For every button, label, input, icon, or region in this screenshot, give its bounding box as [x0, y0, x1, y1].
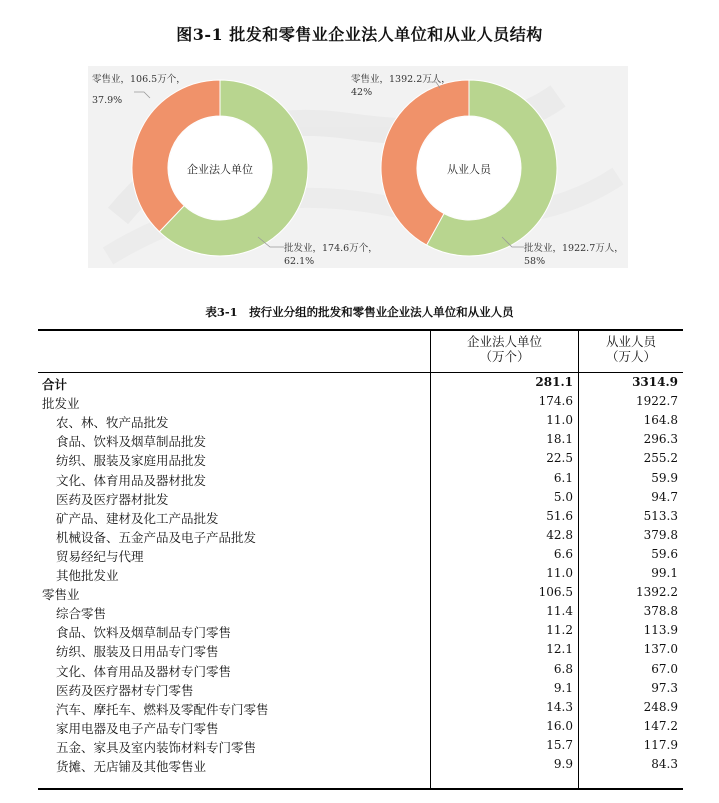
row-name: 医药及医疗器材专门零售 [56, 682, 194, 698]
row-enterprise-value: 9.9 [553, 757, 573, 771]
row-name: 合计 [42, 377, 68, 392]
row-employees-value: 97.3 [651, 680, 678, 695]
row-enterprise-value: 6.6 [553, 546, 573, 561]
table-row [40, 526, 680, 545]
figure-title: 图3-1 批发和零售业企业法人单位和从业人员结构 [176, 25, 543, 44]
row-name: 医药及医疗器材批发 [56, 491, 169, 507]
row-enterprise-value: 15.7 [546, 737, 573, 752]
header-employees-line2: （万人） [605, 349, 656, 364]
table-row [40, 507, 680, 526]
row-name: 文化、体育用品及器材专门零售 [56, 663, 232, 679]
row-name: 机械设备、五金产品及电子产品批发 [56, 529, 257, 545]
row-name: 零售业 [42, 587, 80, 603]
table-row [40, 545, 680, 564]
table-row [40, 583, 680, 602]
row-employees-value: 84.3 [651, 757, 678, 771]
row-name: 纺织、服装及家庭用品批发 [56, 453, 207, 469]
table-row [40, 449, 680, 468]
row-enterprise-value: 11.0 [546, 413, 573, 428]
header-enterprise-line1: 企业法人单位 [466, 334, 542, 349]
table-row [40, 621, 680, 640]
enterprise-wholesale-label-line2: 62.1% [284, 256, 315, 267]
table-row [40, 698, 680, 717]
row-employees-value: 164.8 [643, 413, 678, 428]
table-row [40, 736, 680, 755]
row-name: 汽车、摩托车、燃料及零配件专门零售 [56, 701, 269, 717]
row-employees-value: 67.0 [651, 661, 678, 676]
table-row [40, 660, 680, 679]
row-employees-value: 94.7 [651, 489, 678, 504]
row-employees-value: 248.9 [643, 699, 678, 714]
row-name: 纺织、服装及日用品专门零售 [56, 644, 219, 660]
row-enterprise-value: 16.0 [546, 718, 573, 733]
donut-charts-svg [88, 66, 628, 268]
enterprise-retail-leader [134, 92, 150, 98]
enterprise-wholesale-label-line1: 批发业，174.6万个， [284, 243, 378, 254]
row-enterprise-value: 11.4 [546, 604, 573, 619]
header-enterprise [431, 334, 578, 372]
row-name: 食品、饮料及烟草制品批发 [56, 434, 207, 450]
row-employees-value: 3314.9 [632, 375, 678, 389]
row-employees-value: 1922.7 [636, 394, 678, 409]
row-name: 文化、体育用品及器材批发 [56, 472, 207, 488]
row-name: 五金、家具及室内装饰材料专门零售 [56, 739, 257, 755]
row-enterprise-value: 22.5 [546, 451, 573, 466]
row-enterprise-value: 6.8 [553, 661, 573, 676]
table-row [40, 602, 680, 621]
header-enterprise-line2: （万个） [479, 349, 530, 364]
row-enterprise-value: 51.6 [546, 508, 573, 523]
row-employees-value: 137.0 [643, 642, 678, 657]
table-row [40, 640, 680, 659]
row-employees-value: 59.9 [651, 470, 678, 485]
row-employees-value: 147.2 [643, 718, 678, 733]
table-row [40, 564, 680, 583]
header-employees [579, 334, 683, 372]
table-row [40, 679, 680, 698]
row-name: 综合零售 [56, 606, 107, 622]
table-row [40, 430, 680, 449]
row-name: 批发业 [42, 396, 80, 412]
table-row [40, 392, 680, 411]
row-enterprise-value: 281.1 [535, 375, 573, 389]
donut-enterprise-center-label: 企业法人单位 [187, 163, 253, 176]
header-employees-line1: 从业人员 [605, 334, 656, 349]
row-name: 农、林、牧产品批发 [56, 415, 169, 431]
employees-wholesale-label-line2: 58% [524, 256, 546, 267]
enterprise-retail-label-line1: 零售业，106.5万个， [92, 74, 186, 85]
enterprise-retail-label-line2: 37.9% [92, 95, 123, 106]
employees-retail-label-line2: 42% [351, 87, 373, 98]
row-enterprise-value: 18.1 [546, 432, 573, 447]
row-name: 其他批发业 [56, 568, 119, 583]
row-enterprise-value: 11.2 [546, 623, 573, 638]
row-name: 贸易经纪与代理 [56, 548, 144, 564]
table-row [40, 469, 680, 488]
employees-wholesale-label-line1: 批发业，1922.7万人， [524, 243, 624, 254]
row-name: 食品、饮料及烟草制品专门零售 [56, 625, 232, 641]
row-enterprise-value: 5.0 [553, 489, 573, 504]
row-enterprise-value: 12.1 [546, 642, 573, 657]
row-enterprise-value: 11.0 [546, 566, 573, 580]
donut-employees-center-label: 从业人员 [447, 163, 491, 176]
table-bottom-rule [38, 788, 683, 790]
row-name: 家用电器及电子产品专门零售 [56, 720, 219, 736]
donut-charts-panel [88, 66, 628, 268]
table-row [40, 373, 680, 392]
row-employees-value: 255.2 [643, 451, 678, 466]
table-top-rule [38, 329, 683, 331]
row-enterprise-value: 106.5 [538, 585, 573, 600]
table-row [40, 717, 680, 736]
row-employees-value: 99.1 [651, 566, 678, 580]
row-employees-value: 513.3 [643, 508, 678, 523]
row-name: 矿产品、建材及化工产品批发 [56, 510, 219, 526]
row-enterprise-value: 9.1 [553, 680, 573, 695]
row-employees-value: 379.8 [643, 527, 678, 542]
table-row [40, 755, 680, 774]
row-employees-value: 1392.2 [636, 585, 678, 600]
row-enterprise-value: 174.6 [538, 394, 573, 409]
row-employees-value: 117.9 [643, 737, 678, 752]
row-enterprise-value: 42.8 [546, 527, 573, 542]
row-name: 货摊、无店铺及其他零售业 [56, 759, 207, 774]
table-row [40, 488, 680, 507]
row-enterprise-value: 14.3 [546, 699, 573, 714]
row-employees-value: 378.8 [643, 604, 678, 619]
employees-retail-label-line1: 零售业，1392.2万人， [351, 74, 451, 85]
table-row [40, 411, 680, 430]
row-employees-value: 296.3 [643, 432, 678, 447]
row-employees-value: 113.9 [643, 623, 678, 638]
table-title: 表3-1 按行业分组的批发和零售业企业法人单位和从业人员 [205, 305, 514, 319]
row-employees-value: 59.6 [651, 546, 678, 561]
row-enterprise-value: 6.1 [553, 470, 573, 485]
